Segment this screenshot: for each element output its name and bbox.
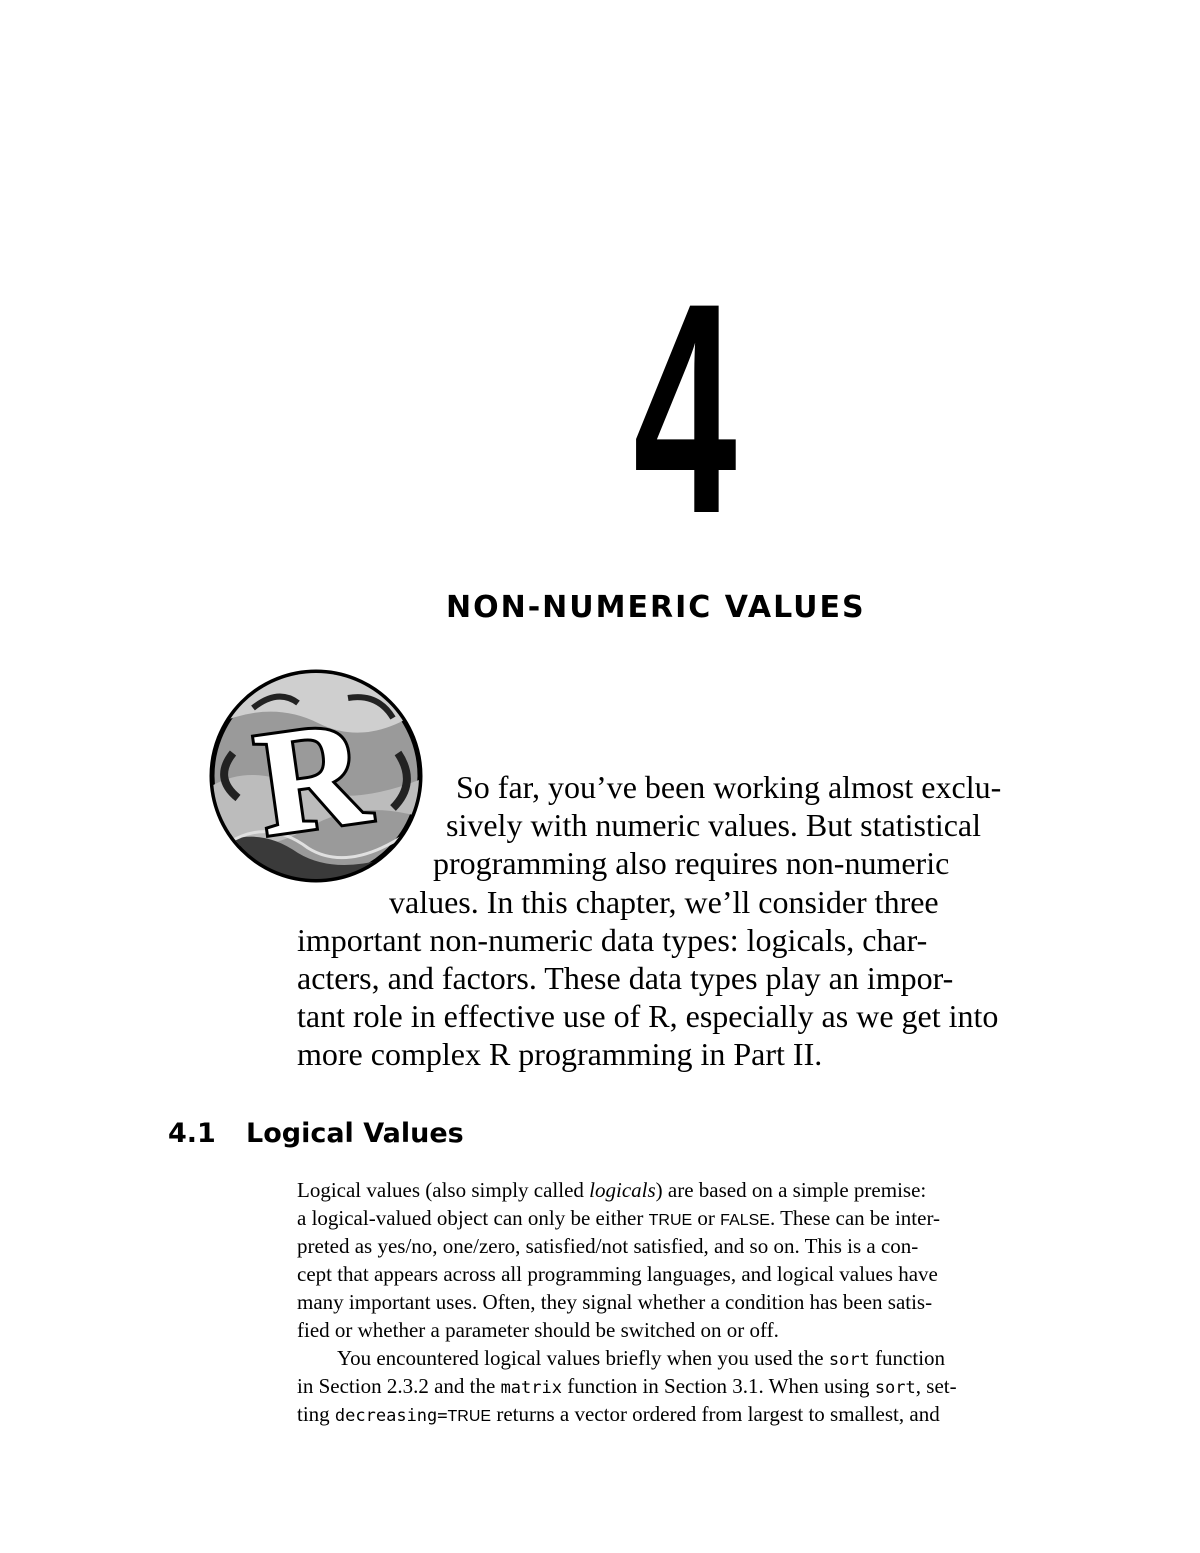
- text-run: Logical values (also simply called: [297, 1178, 590, 1202]
- code-literal-true: TRUE: [447, 1408, 492, 1425]
- chapter-number: 4: [633, 240, 737, 576]
- emphasis-term: logicals: [589, 1178, 656, 1202]
- body-line: many important uses. Often, they signal whether a condition has been satis-: [297, 1290, 933, 1314]
- body-line: fied or whether a parameter should be switched on or off.: [297, 1318, 779, 1342]
- body-line: preted as yes/no, one/zero, satisfied/not satisfied, and so on. This is a con-: [297, 1234, 919, 1258]
- intro-line: values. In this chapter, we’ll consider three: [389, 884, 939, 920]
- code-sort: sort: [874, 1378, 916, 1398]
- intro-line: programming also requires non-numeric: [433, 845, 950, 881]
- body-line: [337, 1344, 945, 1374]
- body-line: [297, 1372, 957, 1402]
- body-line: [297, 1204, 940, 1235]
- text-run: , set-: [915, 1374, 957, 1398]
- code-matrix: matrix: [500, 1378, 562, 1398]
- text-run: You encountered logical values briefly when you used the: [337, 1346, 829, 1370]
- intro-line: more complex R programming in Part II.: [297, 1036, 823, 1072]
- text-run: returns a vector ordered from largest to smallest, and: [491, 1402, 940, 1426]
- text-run: in Section 2.3.2 and the: [297, 1374, 501, 1398]
- text-run: . These can be inter-: [769, 1206, 941, 1230]
- intro-line: tant role in effective use of R, especially as we get into: [297, 998, 999, 1034]
- r-dropcap-logo: [208, 668, 424, 884]
- section-number: 4.1: [168, 1118, 216, 1149]
- intro-line: So far, you’ve been working almost exclu-: [456, 769, 1002, 805]
- code-literal-true: TRUE: [648, 1212, 693, 1229]
- text-run: or: [692, 1206, 721, 1230]
- intro-line: sively with numeric values. But statistical: [446, 807, 982, 843]
- chapter-title: NON-NUMERIC VALUES: [446, 590, 866, 625]
- code-decreasing: decreasing=: [334, 1406, 448, 1426]
- section-title: Logical Values: [246, 1118, 464, 1149]
- body-line: cept that appears across all programming languages, and logical values have: [297, 1262, 938, 1286]
- text-run: ) are based on a simple premise:: [655, 1178, 927, 1202]
- r-letter: R: [246, 688, 378, 868]
- intro-line: acters, and factors. These data types play an impor-: [297, 960, 954, 996]
- body-line: [297, 1176, 926, 1204]
- text-run: function: [869, 1346, 946, 1370]
- text-run: ting: [297, 1402, 335, 1426]
- body-line: [297, 1400, 940, 1431]
- code-sort: sort: [828, 1350, 870, 1370]
- intro-line: important non-numeric data types: logicals, char-: [297, 922, 928, 958]
- code-literal-false: FALSE: [720, 1212, 770, 1229]
- text-run: a logical-valued object can only be either: [297, 1206, 649, 1230]
- text-run: function in Section 3.1. When using: [561, 1374, 875, 1398]
